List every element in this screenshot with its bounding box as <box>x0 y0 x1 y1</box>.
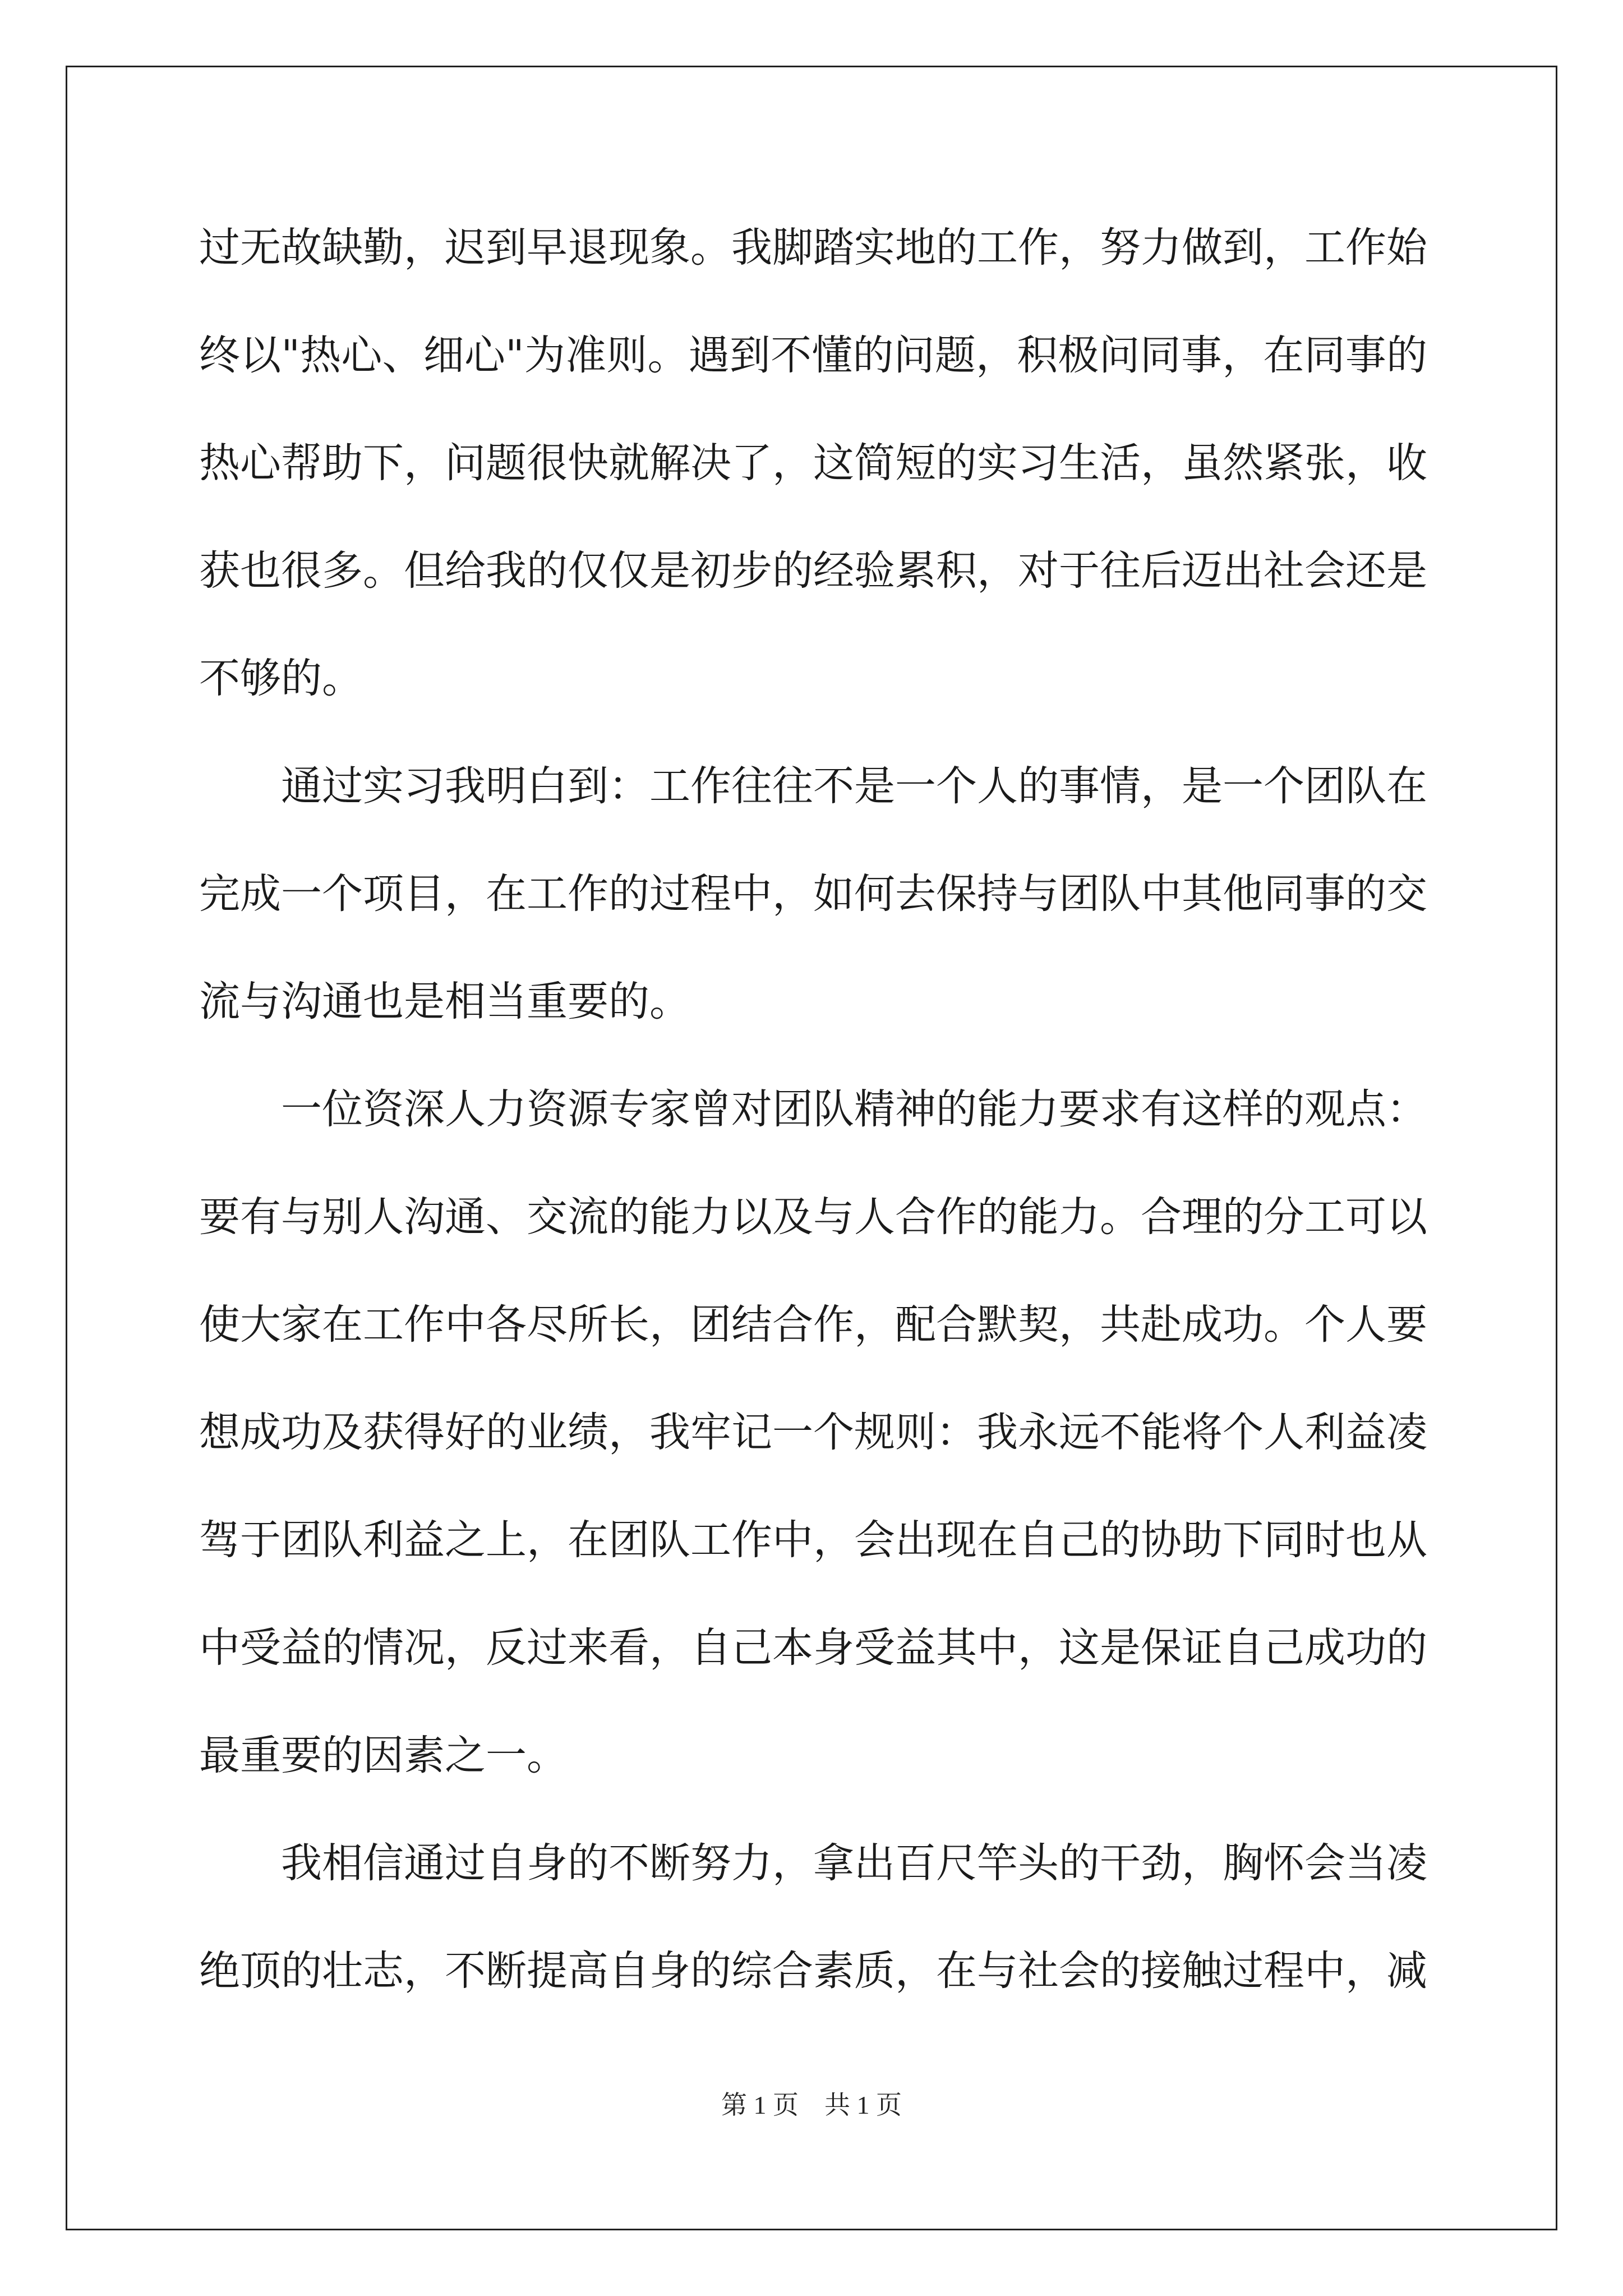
text-line: 我相信通过自身的不断努力，拿出百尺竿头的干劲，胸怀会当凌 <box>199 1839 1427 1887</box>
text-line: 通过实习我明白到：工作往往不是一个人的事情，是一个团队在 <box>199 762 1427 810</box>
page-number-label: 第 1 页 共 1 页 <box>721 2091 902 2119</box>
text-line: 想成功及获得好的业绩，我牢记一个规则：我永远不能将个人利益凌 <box>199 1409 1427 1456</box>
page-footer <box>0 2088 1623 2122</box>
text-line: 过无故缺勤，迟到早退现象。我脚踏实地的工作，努力做到，工作始 <box>199 224 1427 272</box>
text-line: 中受益的情况，反过来看，自己本身受益其中，这是保证自己成功的 <box>199 1624 1427 1672</box>
text-line: 一位资深人力资源专家曾对团队精神的能力要求有这样的观点： <box>199 1085 1427 1133</box>
text-line: 流与沟通也是相当重要的。 <box>199 978 690 1025</box>
text-line: 终以"热心、细心"为准则。遇到不懂的问题，积极问同事，在同事的 <box>199 332 1427 379</box>
text-line: 绝顶的壮志，不断提高自身的综合素质，在与社会的接触过程中，减 <box>199 1947 1427 1995</box>
text-line: 获也很多。但给我的仅仅是初步的经验累积，对于往后迈出社会还是 <box>199 547 1427 595</box>
text-line: 热心帮助下，问题很快就解决了，这简短的实习生活，虽然紧张，收 <box>199 439 1427 487</box>
document-body <box>199 220 1427 2051</box>
text-line: 要有与别人沟通、交流的能力以及与人合作的能力。合理的分工可以 <box>199 1193 1427 1241</box>
text-line: 完成一个项目，在工作的过程中，如何去保持与团队中其他同事的交 <box>199 870 1427 918</box>
text-line: 最重要的因素之一。 <box>199 1732 568 1779</box>
text-line: 驾于团队利益之上，在团队工作中，会出现在自己的协助下同时也从 <box>199 1516 1427 1564</box>
text-line: 不够的。 <box>199 655 363 702</box>
text-line: 使大家在工作中各尽所长，团结合作，配合默契，共赴成功。个人要 <box>199 1301 1427 1349</box>
